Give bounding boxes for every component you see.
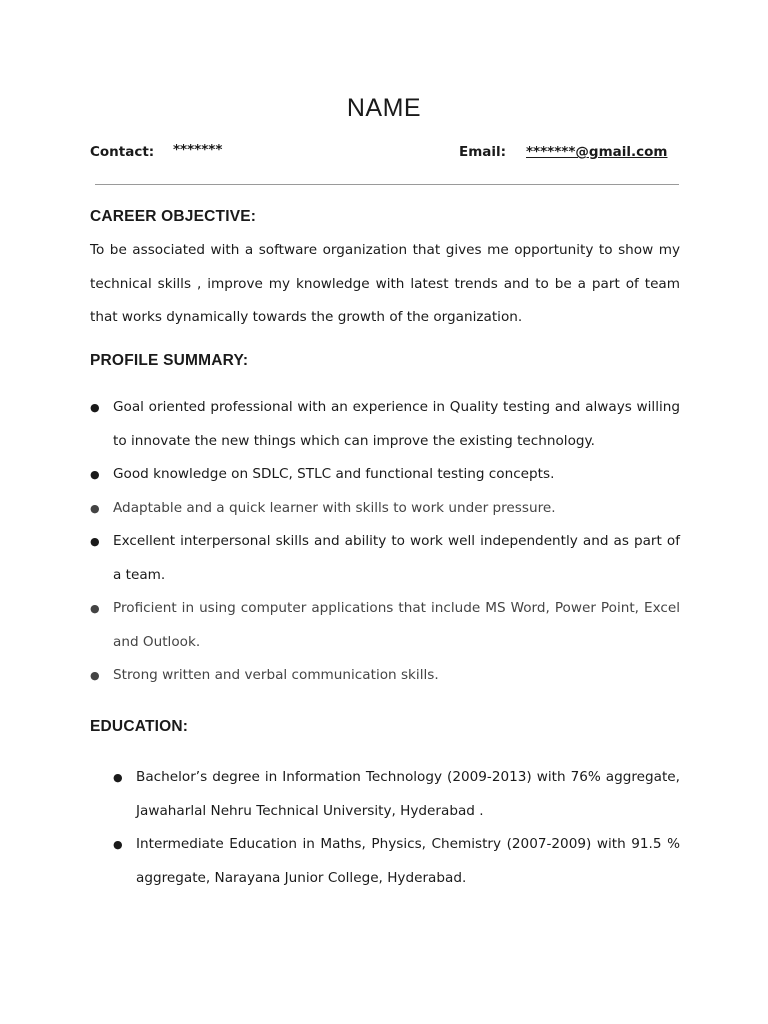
- contact-label: Contact:: [90, 144, 155, 160]
- header-divider: [95, 184, 679, 185]
- list-item: [90, 592, 680, 659]
- profile-summary-list: [90, 391, 680, 693]
- list-item-text: Good knowledge on SDLC, STLC and functional testing concepts.: [113, 466, 555, 482]
- bullet-icon: ●: [90, 602, 100, 615]
- list-item-text: Bachelor’s degree in Information Technology (2009-2013) with 76% aggregate, Jawaharlal Nehru Technical University, Hyderabad .: [136, 769, 680, 819]
- bullet-icon: ●: [90, 501, 100, 515]
- list-item-text: Proficient in using computer applications that include MS Word, Power Point, Excel and Outlook.: [113, 600, 680, 650]
- bullet-icon: ●: [90, 535, 100, 548]
- contact-value: *******: [173, 142, 223, 158]
- list-item-text: Adaptable and a quick learner with skills to work under pressure.: [113, 499, 556, 516]
- contact-row: [90, 144, 678, 166]
- bullet-icon: ●: [90, 468, 100, 481]
- list-item: [90, 525, 680, 592]
- list-item-text: Excellent interpersonal skills and ability to work well independently and as part of a team.: [113, 533, 680, 583]
- list-item: [90, 458, 680, 492]
- education-list: [113, 761, 680, 895]
- career-objective-text: To be associated with a software organization that gives me opportunity to show my technical skills , improve my knowledge with latest trends and to be a part of team that works dynamically towards the growth of the organization.: [90, 242, 680, 325]
- list-item: [90, 492, 680, 526]
- bullet-icon: ●: [90, 401, 100, 414]
- list-item-text: Strong written and verbal communication skills.: [113, 667, 439, 683]
- bullet-icon: ●: [113, 771, 123, 784]
- email-label: Email:: [459, 144, 507, 160]
- list-item-text: Intermediate Education in Maths, Physics, Chemistry (2007-2009) with 91.5 % aggregate, Narayana Junior College, Hyderabad.: [136, 836, 680, 886]
- list-item: [113, 828, 680, 895]
- profile-summary-heading: PROFILE SUMMARY:: [90, 352, 249, 369]
- list-item: [90, 659, 680, 693]
- list-item-text: Goal oriented professional with an experience in Quality testing and always willing to innovate the new things which can improve the existing technology.: [113, 399, 680, 449]
- list-item: [90, 391, 680, 458]
- bullet-icon: ●: [90, 669, 100, 682]
- candidate-name: NAME: [346, 94, 422, 122]
- education-heading: EDUCATION:: [90, 718, 189, 735]
- career-objective-heading: CAREER OBJECTIVE:: [90, 208, 257, 225]
- email-link[interactable]: *******@gmail.com: [526, 144, 668, 160]
- list-item: [113, 761, 680, 828]
- bullet-icon: ●: [113, 838, 123, 851]
